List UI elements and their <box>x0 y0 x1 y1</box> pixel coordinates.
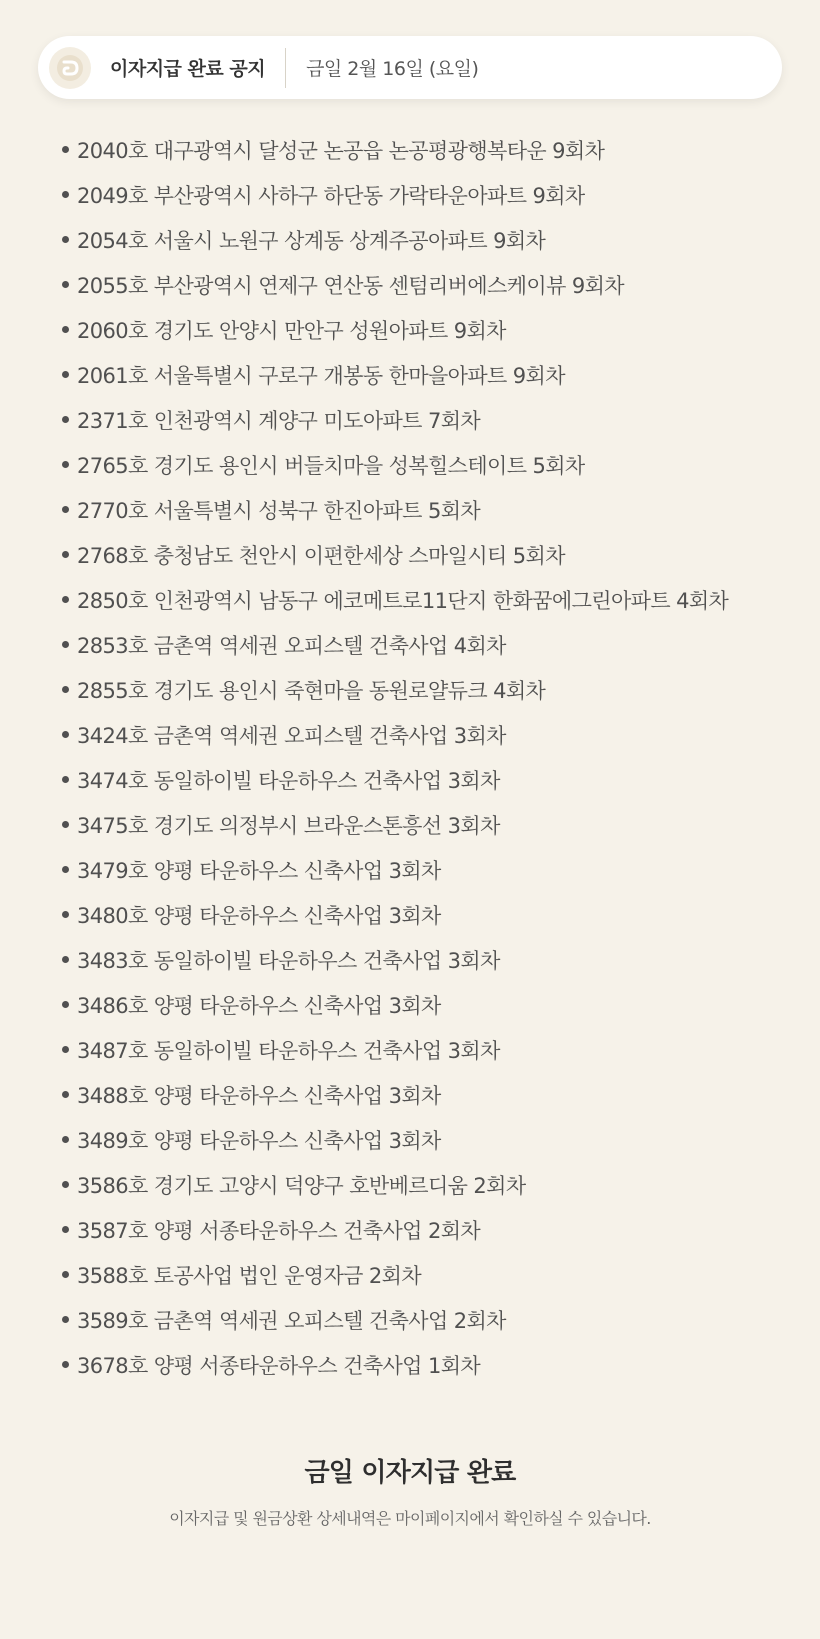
bullet-icon <box>62 551 69 558</box>
notice-text: 2770호 서울특별시 성북구 한진아파트 5회차 <box>77 498 481 523</box>
header-title: 이자지급 완료 공지 <box>110 58 266 80</box>
notice-item <box>62 1207 802 1252</box>
bullet-icon <box>62 506 69 513</box>
bullet-icon <box>62 1046 69 1053</box>
notice-item <box>62 532 802 577</box>
notice-text: 3678호 양평 서종타운하우스 건축사업 1회차 <box>77 1353 481 1378</box>
bullet-icon <box>62 1136 69 1143</box>
notice-text: 3487호 동일하이빌 타운하우스 건축사업 3회차 <box>77 1038 500 1063</box>
notice-item <box>62 757 802 802</box>
notice-item <box>62 127 802 172</box>
bullet-icon <box>62 236 69 243</box>
notice-item <box>62 352 802 397</box>
notice-item <box>62 1072 802 1117</box>
footer-title: 금일 이자지급 완료 <box>304 1458 516 1488</box>
notice-text: 2371호 인천광역시 계양구 미도아파트 7회차 <box>77 408 481 433</box>
notice-text: 3589호 금촌역 역세권 오피스텔 건축사업 2회차 <box>77 1308 506 1333</box>
notice-item <box>62 577 802 622</box>
bullet-icon <box>62 866 69 873</box>
notice-header-card <box>38 36 782 99</box>
notice-item <box>62 847 802 892</box>
header-divider <box>285 48 286 88</box>
notice-item <box>62 172 802 217</box>
bullet-icon <box>62 596 69 603</box>
notice-text: 3488호 양평 타운하우스 신축사업 3회차 <box>77 1083 441 1108</box>
bullet-icon <box>62 1226 69 1233</box>
bullet-icon <box>62 146 69 153</box>
notice-text: 2040호 대구광역시 달성군 논공읍 논공평광행복타운 9회차 <box>77 138 605 163</box>
notice-item <box>62 892 802 937</box>
notice-text: 3588호 토공사업 법인 운영자금 2회차 <box>77 1263 422 1288</box>
bullet-icon <box>62 1361 69 1368</box>
bullet-icon <box>62 686 69 693</box>
notice-item <box>62 1027 802 1072</box>
notice-item <box>62 397 802 442</box>
bullet-icon <box>62 956 69 963</box>
notice-text: 2853호 금촌역 역세권 오피스텔 건축사업 4회차 <box>77 633 506 658</box>
notice-item <box>62 1117 802 1162</box>
bullet-icon <box>62 1091 69 1098</box>
notice-item <box>62 937 802 982</box>
notice-list <box>62 127 802 1387</box>
bullet-icon <box>62 371 69 378</box>
bullet-icon <box>62 1181 69 1188</box>
notice-text: 3474호 동일하이빌 타운하우스 건축사업 3회차 <box>77 768 500 793</box>
notice-text: 2768호 충청남도 천안시 이편한세상 스마일시티 5회차 <box>77 543 565 568</box>
bullet-icon <box>62 1271 69 1278</box>
notice-item <box>62 667 802 712</box>
notice-item <box>62 622 802 667</box>
notice-item <box>62 802 802 847</box>
bullet-icon <box>62 776 69 783</box>
notice-text: 2850호 인천광역시 남동구 에코메트로11단지 한화꿈에그린아파트 4회차 <box>77 588 729 613</box>
notice-item <box>62 1297 802 1342</box>
notice-text: 2054호 서울시 노원구 상계동 상계주공아파트 9회차 <box>77 228 546 253</box>
notice-item <box>62 712 802 757</box>
notice-text: 2049호 부산광역시 사하구 하단동 가락타운아파트 9회차 <box>77 183 585 208</box>
notice-text: 3479호 양평 타운하우스 신축사업 3회차 <box>77 858 441 883</box>
bullet-icon <box>62 911 69 918</box>
notice-item <box>62 262 802 307</box>
notice-item <box>62 487 802 532</box>
notice-item <box>62 442 802 487</box>
notice-item <box>62 217 802 262</box>
notice-text: 3586호 경기도 고양시 덕양구 호반베르디움 2회차 <box>77 1173 526 1198</box>
bullet-icon <box>62 416 69 423</box>
bullet-icon <box>62 461 69 468</box>
notice-text: 3483호 동일하이빌 타운하우스 건축사업 3회차 <box>77 948 500 973</box>
notice-text: 2060호 경기도 안양시 만안구 성원아파트 9회차 <box>77 318 506 343</box>
notice-item <box>62 982 802 1027</box>
bullet-icon <box>62 821 69 828</box>
bullet-icon <box>62 1001 69 1008</box>
header-date: 금일 2월 16일 (요일) <box>306 58 479 80</box>
notice-item <box>62 1252 802 1297</box>
brand-logo-icon <box>49 47 91 89</box>
notice-text: 3486호 양평 타운하우스 신축사업 3회차 <box>77 993 441 1018</box>
footer-subtitle: 이자지급 및 원금상환 상세내역은 마이페이지에서 확인하실 수 있습니다. <box>169 1509 651 1528</box>
notice-text: 2855호 경기도 용인시 죽현마을 동원로얄듀크 4회차 <box>77 678 546 703</box>
notice-text: 3489호 양평 타운하우스 신축사업 3회차 <box>77 1128 441 1153</box>
bullet-icon <box>62 731 69 738</box>
notice-text: 2765호 경기도 용인시 버들치마을 성복힐스테이트 5회차 <box>77 453 585 478</box>
notice-item <box>62 1342 802 1387</box>
bullet-icon <box>62 1316 69 1323</box>
notice-item <box>62 1162 802 1207</box>
notice-item <box>62 307 802 352</box>
notice-text: 3475호 경기도 의정부시 브라운스톤흥선 3회차 <box>77 813 500 838</box>
bullet-icon <box>62 191 69 198</box>
notice-text: 2061호 서울특별시 구로구 개봉동 한마을아파트 9회차 <box>77 363 565 388</box>
notice-text: 3424호 금촌역 역세권 오피스텔 건축사업 3회차 <box>77 723 506 748</box>
bullet-icon <box>62 326 69 333</box>
bullet-icon <box>62 641 69 648</box>
notice-text: 2055호 부산광역시 연제구 연산동 센텀리버에스케이뷰 9회차 <box>77 273 624 298</box>
notice-text: 3480호 양평 타운하우스 신축사업 3회차 <box>77 903 441 928</box>
bullet-icon <box>62 281 69 288</box>
notice-text: 3587호 양평 서종타운하우스 건축사업 2회차 <box>77 1218 481 1243</box>
